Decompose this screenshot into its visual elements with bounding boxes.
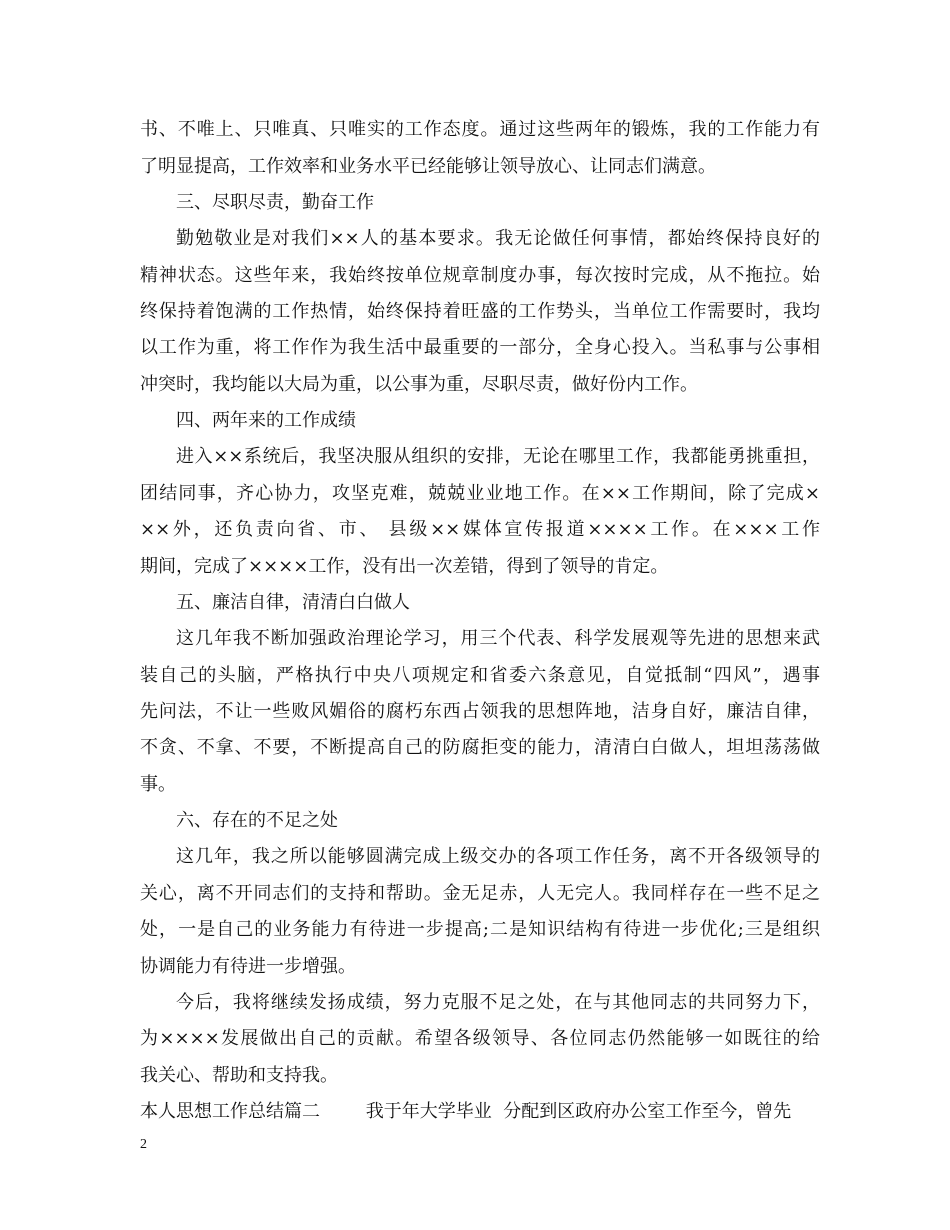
article-title-line: 本人思想工作总结篇二 我于年大学毕业 分配到区政府办公室工作至今，曾先 <box>140 1101 792 1122</box>
body-line: 事。 <box>140 774 176 795</box>
section-heading: 六、存在的不足之处 <box>176 810 338 831</box>
body-line: 关心，离不开同志们的支持和帮助。金无足赤，人无完人。我同样存在一些不足之 <box>140 883 820 904</box>
section-heading: 五、廉洁自律，清清白白做人 <box>176 592 410 613</box>
body-line: ××外，还负责向省、市、 县级××媒体宣传报道××××工作。在×××工作 <box>140 519 820 540</box>
body-line: 我关心、帮助和支持我。 <box>140 1065 338 1086</box>
body-line: 协调能力有待进一步增强。 <box>140 956 356 977</box>
body-line: 不贪、不拿、不要，不断提高自己的防腐拒变的能力，清清白白做人，坦坦荡荡做 <box>140 737 820 758</box>
body-line: 团结同事，齐心协力，攻坚克难，兢兢业业地工作。在××工作期间，除了完成× <box>140 483 820 504</box>
body-line: 勤勉敬业是对我们××人的基本要求。我无论做任何事情，都始终保持良好的 <box>176 228 820 249</box>
body-line: 期间，完成了××××工作，没有出一次差错，得到了领导的肯定。 <box>140 556 669 577</box>
body-line: 了明显提高，工作效率和业务水平已经能够让领导放心、让同志们满意。 <box>140 156 716 177</box>
body-line: 装自己的头脑，严格执行中央八项规定和省委六条意见，自觉抵制“四风”，遇事 <box>140 665 820 686</box>
body-line: 这几年，我之所以能够圆满完成上级交办的各项工作任务，离不开各级领导的 <box>176 846 820 867</box>
body-line: 处，一是自己的业务能力有待进一步提高;二是知识结构有待进一步优化;三是组织 <box>140 919 820 940</box>
body-line: 终保持着饱满的工作热情，始终保持着旺盛的工作势头，当单位工作需要时，我均 <box>140 301 820 322</box>
body-line: 先问法，不让一些败风媚俗的腐朽东西占领我的思想阵地，洁身自好，廉洁自律， <box>140 701 820 722</box>
page-number: 2 <box>140 1137 147 1152</box>
body-line: 今后，我将继续发扬成绩，努力克服不足之处，在与其他同志的共同努力下， <box>176 992 820 1013</box>
body-line: 书、不唯上、只唯真、只唯实的工作态度。通过这些两年的锻炼，我的工作能力有 <box>140 119 820 140</box>
body-line: 进入××系统后，我坚决服从组织的安排，无论在哪里工作，我都能勇挑重担， <box>176 446 820 467</box>
body-line: 冲突时，我均能以大局为重，以公事为重，尽职尽责，做好份内工作。 <box>140 374 698 395</box>
body-line: 精神状态。这些年来，我始终按单位规章制度办事，每次按时完成，从不拖拉。始 <box>140 265 820 286</box>
section-heading: 三、尽职尽责，勤奋工作 <box>176 192 374 213</box>
body-line: 这几年我不断加强政治理论学习，用三个代表、科学发展观等先进的思想来武 <box>176 628 820 649</box>
section-heading: 四、两年来的工作成绩 <box>176 410 356 431</box>
body-line: 以工作为重，将工作作为我生活中最重要的一部分，全身心投入。当私事与公事相 <box>140 337 820 358</box>
body-line: 为××××发展做出自己的贡献。希望各级领导、各位同志仍然能够一如既往的给 <box>140 1028 820 1049</box>
